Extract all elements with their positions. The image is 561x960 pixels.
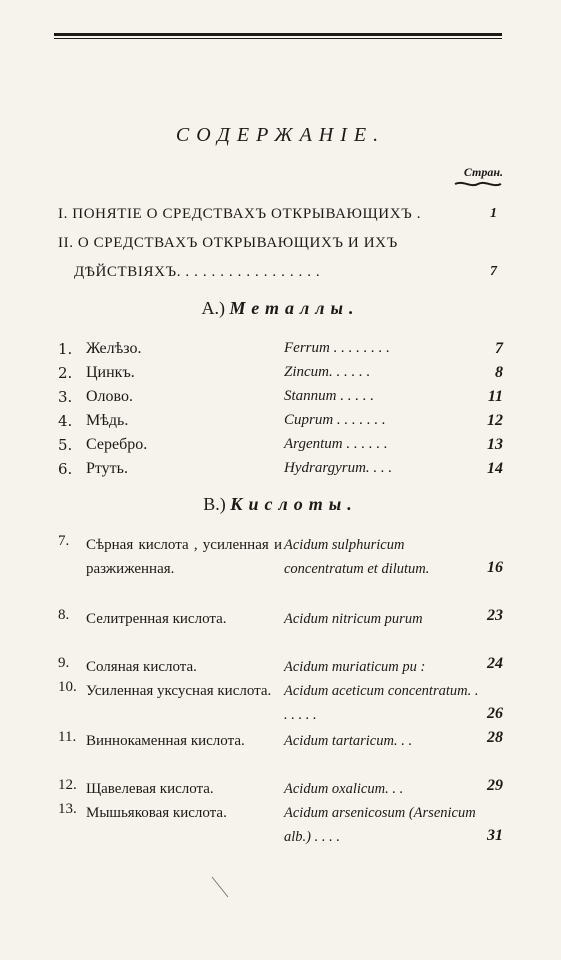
list-item: 1. Желѣзо. Ferrum . . . . . . . . 7 xyxy=(58,340,503,358)
toc-entry-2-page: 7 xyxy=(490,264,497,279)
top-rule-thin xyxy=(54,38,502,39)
toc-entry-1: I. ПОНЯТІЕ О СРЕДСТВАХЪ ОТКРЫВАЮЩИХЪ . xyxy=(58,206,422,222)
section-b-heading: B.) Кислоты. xyxy=(203,494,358,514)
pages-column-header: Стран. xyxy=(463,165,503,179)
toc-entry-2-cont: ДѢЙСТВІЯХЪ. . . . . . . . . . . . . . . . . xyxy=(74,264,321,280)
top-rule xyxy=(54,33,502,36)
page-title: СОДЕРЖАНІЕ. xyxy=(175,124,386,146)
section-a-heading: А.) Металлы. xyxy=(201,298,360,318)
list-item: 4. Мѣдь. Cuprum . . . . . . . 12 xyxy=(58,412,503,430)
toc-entry-2: II. О СРЕДСТВАХЪ ОТКРЫВАЮЩИХЪ И ИХЪ xyxy=(58,235,398,251)
list-item: 3. Олово. Stannum . . . . . 11 xyxy=(58,388,503,406)
list-item: 6. Ртуть. Hydrargyrum. . . . 14 xyxy=(58,460,503,478)
list-item: 5. Серебро. Argentum . . . . . . 13 xyxy=(58,436,503,454)
flourish-ornament xyxy=(453,180,503,188)
list-item: 2. Цинкъ. Zincum. . . . . . 8 xyxy=(58,364,503,382)
pen-stroke-mark xyxy=(210,875,230,899)
toc-entry-1-page: 1 xyxy=(490,206,497,221)
